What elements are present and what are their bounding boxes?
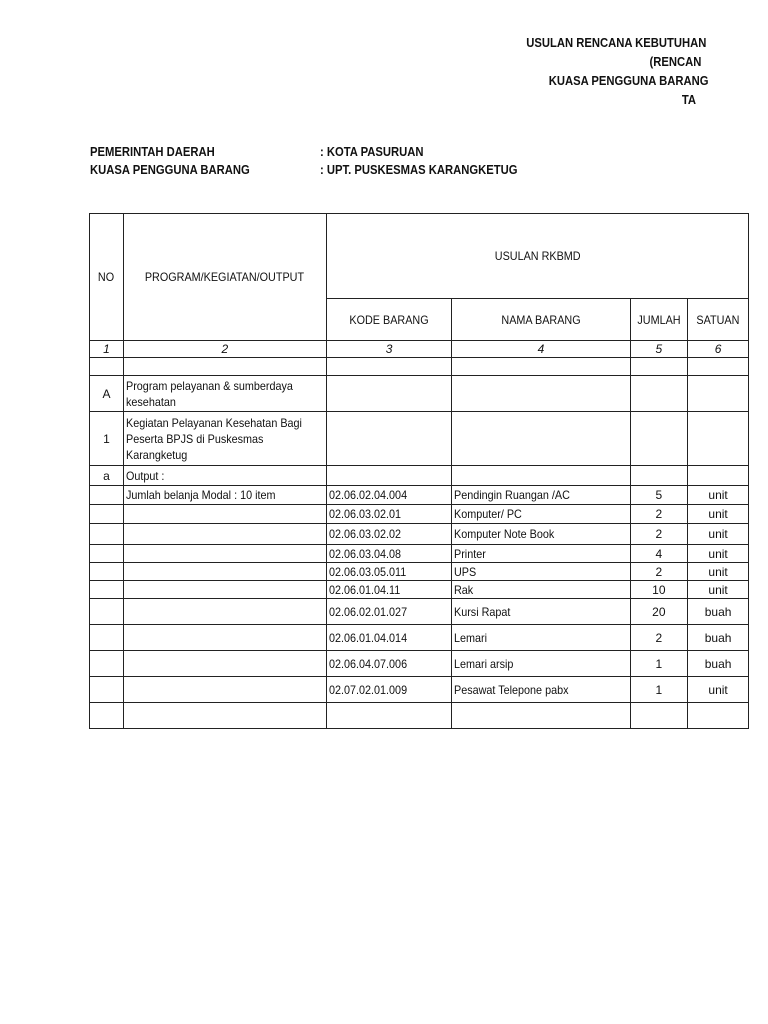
jumlah-cell: 1 (630, 677, 688, 703)
table-row (90, 581, 749, 599)
jumlah-cell: 5 (630, 486, 688, 505)
jumlah-cell: 2 (630, 563, 688, 581)
satuan-cell: unit (688, 545, 749, 563)
satuan-cell: buah (688, 625, 749, 651)
jumlah-cell: 10 (630, 581, 688, 599)
belanja-text: Jumlah belanja Modal : 10 item (123, 486, 326, 505)
nama-cell: Lemari arsip (452, 651, 630, 677)
meta-pemda-value: : KOTA PASURUAN (320, 145, 424, 159)
rkbmd-table (89, 213, 749, 729)
table-row (90, 677, 749, 703)
satuan-cell: buah (688, 599, 749, 625)
title-line-3: KUASA PENGGUNA BARANG (548, 74, 709, 88)
numbering-cell: 3 (326, 341, 452, 358)
program-row (90, 376, 749, 412)
kegiatan-no: 1 (90, 412, 124, 466)
kode-cell: 02.06.02.01.027 (326, 599, 452, 625)
kode-cell: 02.06.01.04.014 (326, 625, 452, 651)
header-usulan-rkbmd: USULAN RKBMD (326, 214, 748, 299)
jumlah-cell: 2 (630, 524, 688, 545)
jumlah-cell: 4 (630, 545, 688, 563)
nama-cell: Pesawat Telepone pabx (452, 677, 630, 703)
program-text: Program pelayanan & sumberdaya kesehatan (123, 376, 326, 412)
numbering-cell: 6 (688, 341, 749, 358)
output-row (90, 466, 749, 486)
header-satuan: SATUAN (688, 299, 749, 341)
satuan-cell: unit (688, 486, 749, 505)
jumlah-cell: 2 (630, 625, 688, 651)
kode-cell: 02.06.03.05.011 (326, 563, 452, 581)
header-kode-barang: KODE BARANG (326, 299, 452, 341)
kode-cell: 02.06.02.04.004 (326, 486, 452, 505)
satuan-cell: unit (688, 505, 749, 524)
nama-cell: Komputer/ PC (452, 505, 630, 524)
title-line-2: (RENCAN (649, 55, 702, 69)
meta-kpb-label: KUASA PENGGUNA BARANG (90, 163, 250, 177)
satuan-cell: unit (688, 524, 749, 545)
satuan-cell: unit (688, 581, 749, 599)
nama-cell: UPS (452, 563, 630, 581)
table-row (90, 599, 749, 625)
numbering-row (90, 341, 749, 358)
numbering-cell: 1 (90, 341, 124, 358)
table-row (90, 486, 749, 505)
nama-cell: Kursi Rapat (452, 599, 630, 625)
kode-cell: 02.06.03.02.01 (326, 505, 452, 524)
numbering-cell: 4 (452, 341, 630, 358)
nama-cell: Pendingin Ruangan /AC (452, 486, 630, 505)
satuan-cell: buah (688, 651, 749, 677)
kegiatan-text: Kegiatan Pelayanan Kesehatan Bagi Peserta BPJS di Puskesmas Karangketug (123, 412, 326, 466)
nama-cell: Lemari (452, 625, 630, 651)
kode-cell: 02.06.03.02.02 (326, 524, 452, 545)
meta-pemda-label: PEMERINTAH DAERAH (90, 145, 215, 159)
table-row (90, 524, 749, 545)
table-row (90, 651, 749, 677)
program-no: A (90, 376, 124, 412)
kode-cell: 02.06.01.04.11 (326, 581, 452, 599)
document-title (420, 34, 768, 110)
jumlah-cell: 1 (630, 651, 688, 677)
jumlah-cell: 20 (630, 599, 688, 625)
satuan-cell: unit (688, 677, 749, 703)
meta-kpb-value: : UPT. PUSKESMAS KARANGKETUG (320, 163, 518, 177)
table-header-row (90, 214, 749, 299)
output-text: Output : (123, 466, 326, 486)
table-row (90, 505, 749, 524)
header-jumlah: JUMLAH (630, 299, 688, 341)
kegiatan-row (90, 412, 749, 466)
header-nama-barang: NAMA BARANG (452, 299, 630, 341)
kode-cell: 02.07.02.01.009 (326, 677, 452, 703)
numbering-cell: 2 (123, 341, 326, 358)
nama-cell: Printer (452, 545, 630, 563)
empty-row (90, 703, 749, 729)
nama-cell: Rak (452, 581, 630, 599)
satuan-cell: unit (688, 563, 749, 581)
title-line-4: TA (681, 93, 697, 107)
title-line-1: USULAN RENCANA KEBUTUHAN (526, 36, 707, 50)
kode-cell: 02.06.04.07.006 (326, 651, 452, 677)
numbering-cell: 5 (630, 341, 688, 358)
output-no: a (90, 466, 124, 486)
header-program: PROGRAM/KEGIATAN/OUTPUT (123, 214, 326, 341)
table-row (90, 625, 749, 651)
kode-cell: 02.06.03.04.08 (326, 545, 452, 563)
header-no: NO (90, 214, 124, 341)
empty-row (90, 358, 749, 376)
jumlah-cell: 2 (630, 505, 688, 524)
nama-cell: Komputer Note Book (452, 524, 630, 545)
table-row (90, 545, 749, 563)
table-row (90, 563, 749, 581)
